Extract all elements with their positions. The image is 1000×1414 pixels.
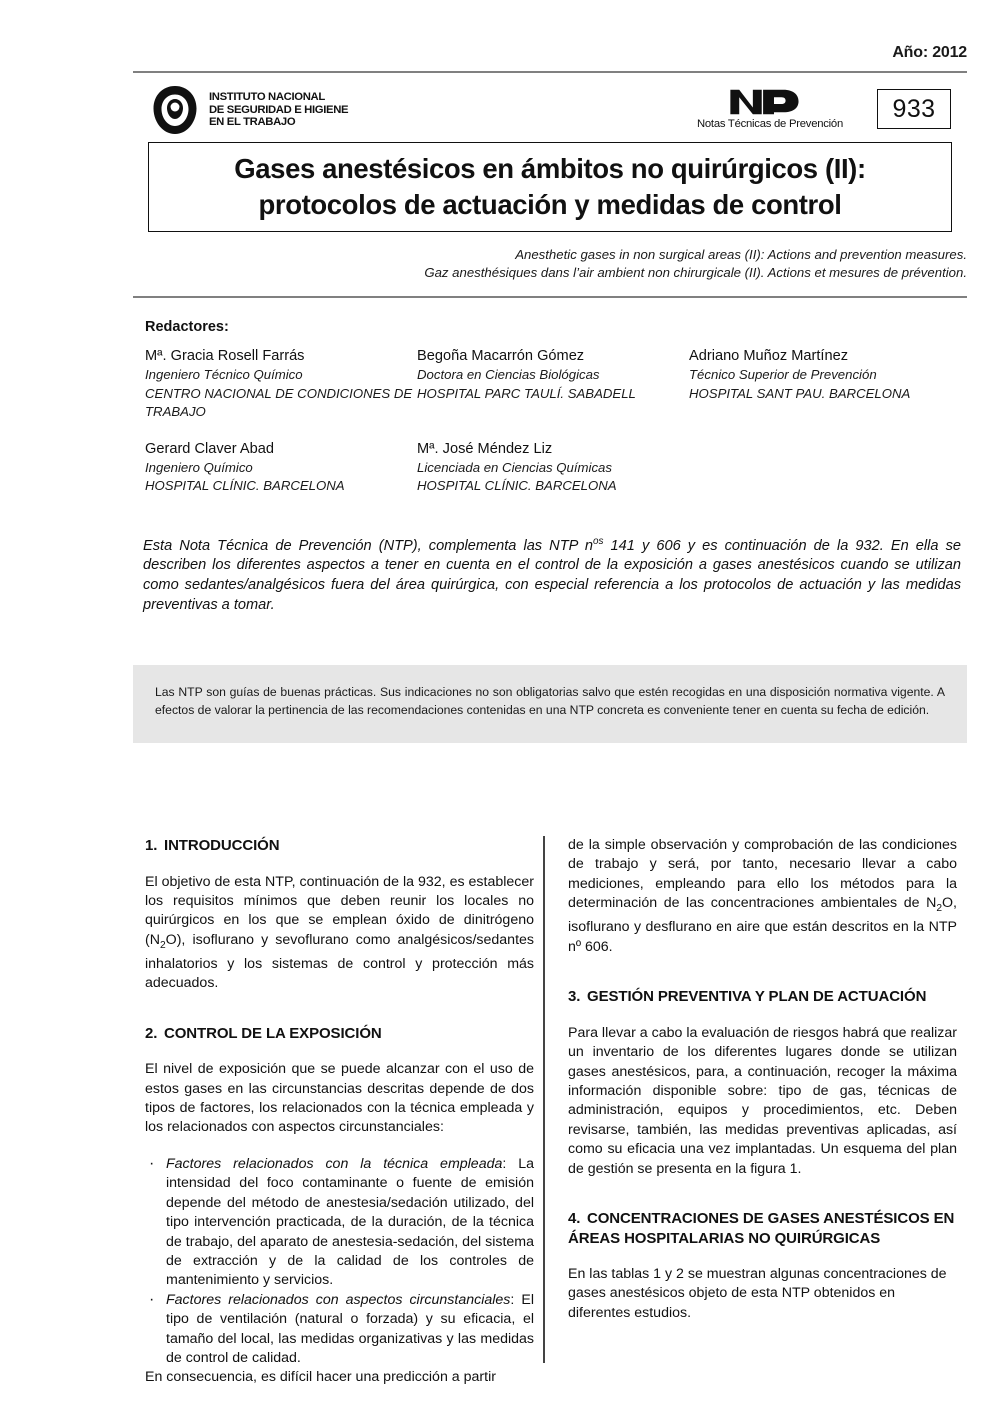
ntp-caption: Notas Técnicas de Prevención: [696, 118, 843, 130]
body-column-right: [568, 836, 957, 1340]
section-1-paragraph: [145, 873, 534, 994]
insht-name: [209, 91, 348, 129]
year-label: Año: 2012: [892, 44, 967, 61]
author-entry: [417, 440, 689, 496]
section-heading-2: [145, 1024, 534, 1044]
author-org: CENTRO NACIONAL DE CONDICIONES DE TRABAJO: [145, 385, 413, 419]
abstract-text-part-1: Esta Nota Técnica de Prevención (NTP), complementa las NTP n: [143, 537, 594, 554]
insht-logo: [150, 85, 348, 135]
section-heading-4: [568, 1209, 957, 1248]
section-4-paragraph: En las tablas 1 y 2 se muestran algunas concentraciones de gases anestésicos objeto de esta NTP obtenidos en diferentes estudios.: [568, 1266, 947, 1321]
author-org: HOSPITAL CLÍNIC. BARCELONA: [417, 478, 617, 493]
authors-grid: [145, 347, 965, 514]
author-name: Mª. Gracia Rosell Farrás: [145, 348, 305, 364]
sec1-text-a: El objetivo de esta NTP, continuación de la 932, es establecer los requisitos mínimos que deben reunir los locales no quirúrgicos en los que se emplean óxido de dinitrógeno (N: [145, 873, 534, 948]
author-entry: [689, 347, 961, 422]
section-2-closing-line: En consecuencia, es difícil hacer una predicción a partir: [145, 1369, 496, 1386]
sec1-subscript: 2: [159, 939, 166, 951]
section-3-paragraph: Para llevar a cabo la evaluación de riesgos habrá que realizar un inventario de los diferentes lugares donde se utilizan gases anestésicos, para, a continuación, recoger la máxima información disponible sobre: tipo de gas, técnicas de administración, equipos y procedimientos, etc. Deben revisarse, también, las medidas preventivas aplicadas, así como su eficacia una vez implantadas. Un esquema del plan de gestión se presenta en la figura 1.: [568, 1024, 957, 1177]
column-divider: [543, 836, 545, 1363]
section-title-4: CONCENTRACIONES DE GASES ANESTÉSICOS EN ÁREAS HOSPITALARIAS NO QUIRÚRGICAS: [568, 1210, 955, 1247]
insht-mark-icon: [150, 85, 200, 135]
ntp-number-box: 933: [877, 89, 951, 129]
author-name: Adriano Muñoz Martínez: [689, 348, 848, 364]
insht-line-3: EN EL TRABAJO: [209, 116, 296, 129]
sec1-text-b: O), isoflurano y sevoflurano como analgésicos/sedantes inhalatorios y los sistemas de control y protección más adecuados.: [145, 931, 534, 992]
section-2-paragraph: El nivel de exposición que se puede alcanzar con el uso de estos gases en las circunstancias descritas depende de dos tipos de factores, los relacionados con la técnica empleada y los relacionados con aspectos circunstanciales:: [145, 1061, 534, 1136]
translated-subtitles: [133, 246, 967, 282]
authors-heading: Redactores:: [145, 319, 229, 335]
bullet-2-text: : El tipo de ventilación (natural o forzada) y su eficacia, el tamaño del local, las medidas organizativas y las medidas de control de calidad.: [166, 1291, 535, 1366]
bullet-2-emphasis: Factores relacionados con aspectos circunstanciales: [166, 1291, 511, 1308]
bullet-1-emphasis: Factores relacionados con la técnica empleada: [166, 1155, 503, 1172]
insht-line-2: DE SEGURIDAD E HIGIENE: [209, 103, 349, 116]
factors-list: [145, 1155, 534, 1368]
author-entry: [145, 347, 417, 422]
notice-text: Las NTP son guías de buenas prácticas. Sus indicaciones no son obligatorias salvo que estén recogidas en una disposición normativa vigente. A efectos de valorar la pertinencia de las recomendaciones contenidas en una NTP concreta es conveniente tener en cuenta su fecha de edición.: [155, 685, 945, 718]
section-title-3: GESTIÓN PREVENTIVA Y PLAN DE ACTUACIÓN: [587, 988, 927, 1006]
section-number-3: 3.: [568, 988, 581, 1006]
section-title-1: INTRODUCCIÓN: [164, 837, 280, 854]
continuation-paragraph: [568, 836, 957, 957]
ntp-monogram-icon: [729, 87, 811, 117]
ntp-logo-block: [685, 87, 855, 130]
page-title-line-2: protocolos de actuación y medidas de control: [258, 189, 842, 220]
section-heading-3: [568, 987, 957, 1007]
author-org: HOSPITAL CLÍNIC. BARCELONA: [145, 478, 345, 493]
authors-row: [145, 440, 965, 496]
bullet-1-text: : La intensidad del foco contaminante o fuente de emisión depende del método de anestesia/sedación utilizado, del tipo intervención practicada, de la duración, de la técnica de trabajo, del aparato de anestesia-sedación, del sistema de extracción y de la calidad de los controles de mantenimiento y servicios.: [166, 1155, 535, 1289]
author-role: Técnico Superior de Prevención: [689, 367, 877, 382]
author-name: Begoña Macarrón Gómez: [417, 348, 585, 364]
notice-box: [133, 665, 967, 743]
list-item: [145, 1155, 534, 1291]
header-divider-bottom: [133, 296, 967, 298]
subtitle-english: Anesthetic gases in non surgical areas (II): Actions and prevention measures.: [515, 247, 967, 262]
section-number-2: 2.: [145, 1024, 158, 1042]
cont-text-b: O, isoflurano y desflurano en aire que están descritos en la NTP nº 606.: [568, 895, 957, 955]
author-org: HOSPITAL SANT PAU. BARCELONA: [689, 385, 911, 401]
section-heading-1: [145, 836, 534, 856]
subtitle-french: Gaz anesthésiques dans l’air ambient non chirurgicale (II). Actions et mesures de prévention.: [424, 265, 967, 280]
author-role: Licenciada en Ciencias Químicas: [417, 459, 612, 475]
author-entry: [145, 440, 417, 496]
identity-band: [133, 82, 967, 140]
abstract-text-part-2: 141 y 606 y es continuación de la 932. En ella se describen los diferentes aspectos a tener en cuenta en el control de la exposición a gases anestésicos cuando se utilizan como sedantes/analgésicos fuera del área quirúrgica, con especial referencia a los protocolos de actuación y las medidas preventivas a tomar.: [143, 537, 961, 613]
author-role: Ingeniero Químico: [145, 459, 253, 475]
abstract-superscript: os: [593, 536, 604, 547]
author-org: HOSPITAL PARC TAULÍ. SABADELL: [417, 385, 636, 401]
abstract-paragraph: [143, 532, 961, 615]
section-number-1: 1.: [145, 837, 158, 854]
header-divider-top: [133, 71, 967, 73]
cont-text-a: de la simple observación y comprobación de las condiciones de trabajo y será, por tanto, necesario llevar a cabo mediciones, empleando para ello los métodos para la determinación de las concentraciones ambientales de N: [568, 837, 957, 912]
list-item: [145, 1291, 534, 1369]
body-column-left: [145, 836, 534, 1388]
author-name: Mª. José Méndez Liz: [417, 440, 553, 457]
authors-row: [145, 347, 965, 422]
document-title-box: [148, 142, 952, 232]
page-title-line-1: Gases anestésicos en ámbitos no quirúrgicos (II):: [234, 153, 866, 184]
section-title-2: CONTROL DE LA EXPOSICIÓN: [164, 1024, 382, 1042]
author-name: Gerard Claver Abad: [145, 440, 274, 457]
author-role: Ingeniero Técnico Químico: [145, 367, 303, 382]
cont-subscript: 2: [936, 903, 943, 915]
author-entry: [417, 347, 689, 422]
author-role: Doctora en Ciencias Biológicas: [417, 367, 600, 382]
section-number-4: 4.: [568, 1210, 581, 1228]
insht-line-1: INSTITUTO NACIONAL: [209, 91, 325, 104]
